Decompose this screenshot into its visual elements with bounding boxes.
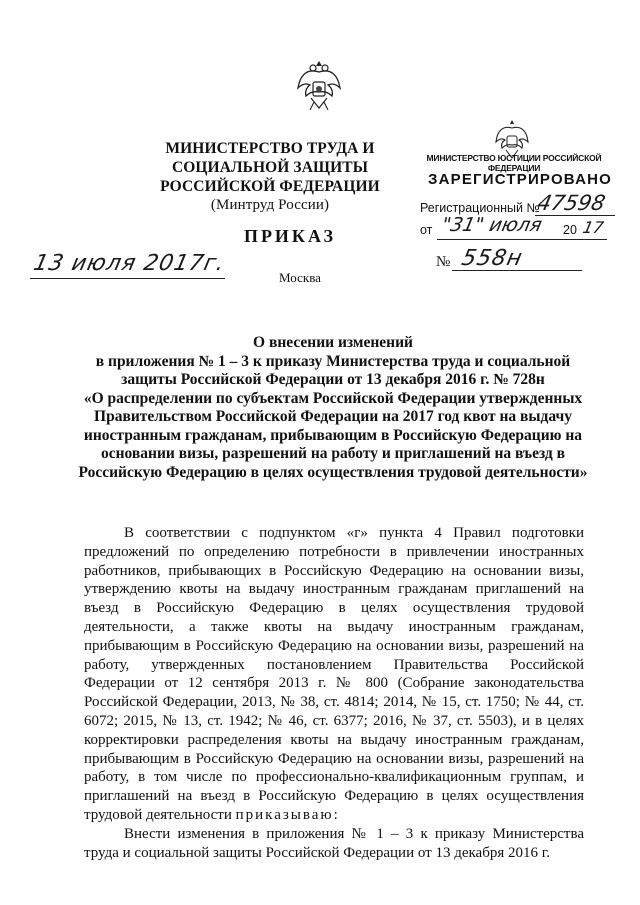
state-emblem-icon bbox=[296, 58, 342, 112]
order-date-underline bbox=[30, 278, 225, 279]
stamp-year-handwritten: 17 bbox=[580, 218, 606, 237]
document-type: ПРИКАЗ bbox=[243, 226, 337, 246]
order-word: приказываю: bbox=[235, 806, 340, 823]
stamp-date-underline bbox=[437, 239, 607, 240]
stamp-year-prefix: 20 bbox=[563, 223, 577, 237]
title-line: «О распределении по субъектам Российской Федерации утвержденных bbox=[83, 389, 583, 407]
order-title bbox=[68, 334, 598, 482]
order-number-sign: № bbox=[436, 254, 451, 270]
title-line: защиты Российской Федерации от 13 декабря 2016 г. № 728н bbox=[121, 371, 545, 388]
body-paragraph-1-text: В соответствии с подпунктом «г» пункта 4 Правил подготовки предложений по определению потребности в привлечении иностранных работников, прибывающих в Российскую Федерацию на основании визы, утверждению квоты на выдачу иностранным гражданам приглашений на въезд в Российскую Федерацию в целях осуществления трудовой деятельности, а также квоты на выдачу иностранным гражданам, прибывающим в Российскую Федерацию на основании визы, разрешений на работу, утвержденных постановлением Правительства Российской Федерации от 12 сентября 2013 г. № 800 (Собрание законодательства Российской Федерации, 2013, № 38, ст. 4814; 2014, № 15, ст. 1750; № 44, ст. 6072; 2015, № 13, ст. 1942; № 46, ст. 6377; 2016, № 37, ст. 5503), и в целях корректировки распределения квоты на выдачу иностранным гражданам, прибывающим в Российскую Федерацию на основании визы, разрешений на работу, в том числе по профессионально-квалификационным группам, и приглашений на въезд в Российскую Федерацию в целях осуществления трудовой деятельности bbox=[84, 525, 584, 823]
stamp-number-underline bbox=[535, 215, 615, 216]
stamp-date-prefix: от bbox=[420, 223, 433, 237]
city: Москва bbox=[279, 270, 321, 285]
ministry-name-line2: РОССИЙСКОЙ ФЕДЕРАЦИИ bbox=[160, 178, 380, 195]
title-line: О внесении изменений bbox=[253, 334, 413, 351]
title-line: в приложения № 1 – 3 к приказу Министерства труда и социальной bbox=[95, 352, 571, 370]
stamp-registered: ЗАРЕГИСТРИРОВАНО bbox=[428, 171, 613, 188]
order-body bbox=[84, 524, 584, 862]
title-line: иностранным гражданам, прибывающим в Российскую Федерацию на bbox=[83, 426, 583, 444]
ministry-short-name: (Минтруд России) bbox=[210, 197, 330, 213]
order-number-underline bbox=[452, 270, 582, 271]
title-line: основании визы, разрешений на работу и приглашений на въезд в bbox=[101, 445, 565, 462]
stamp-reg-number-handwritten: 47598 bbox=[535, 191, 608, 215]
title-line: Правительством Российской Федерации на 2017 год квот на выдачу bbox=[94, 408, 572, 425]
stamp-date-handwritten: "31" июля bbox=[439, 214, 544, 236]
stamp-ministry-name: МИНИСТЕРСТВО ЮСТИЦИИ РОССИЙСКОЙ ФЕДЕРАЦИИ bbox=[426, 153, 602, 173]
body-paragraph-1 bbox=[84, 524, 584, 825]
body-paragraph-2: Внести изменения в приложения № 1 – 3 к приказу Министерства труда и социальной защиты Российской Федерации от 13 декабря 2016 г. bbox=[84, 825, 584, 861]
order-date-handwritten: 13 июля 2017г. bbox=[31, 251, 228, 276]
ministry-name-line1: МИНИСТЕРСТВО ТРУДА И СОЦИАЛЬНОЙ ЗАЩИТЫ bbox=[165, 140, 375, 176]
title-line: Российскую Федерацию в целях осуществления трудовой деятельности» bbox=[78, 463, 588, 481]
ministry-header bbox=[120, 139, 420, 215]
order-number-handwritten: 558н bbox=[459, 246, 526, 271]
stamp-reg-number-label: Регистрационный № bbox=[420, 201, 540, 215]
